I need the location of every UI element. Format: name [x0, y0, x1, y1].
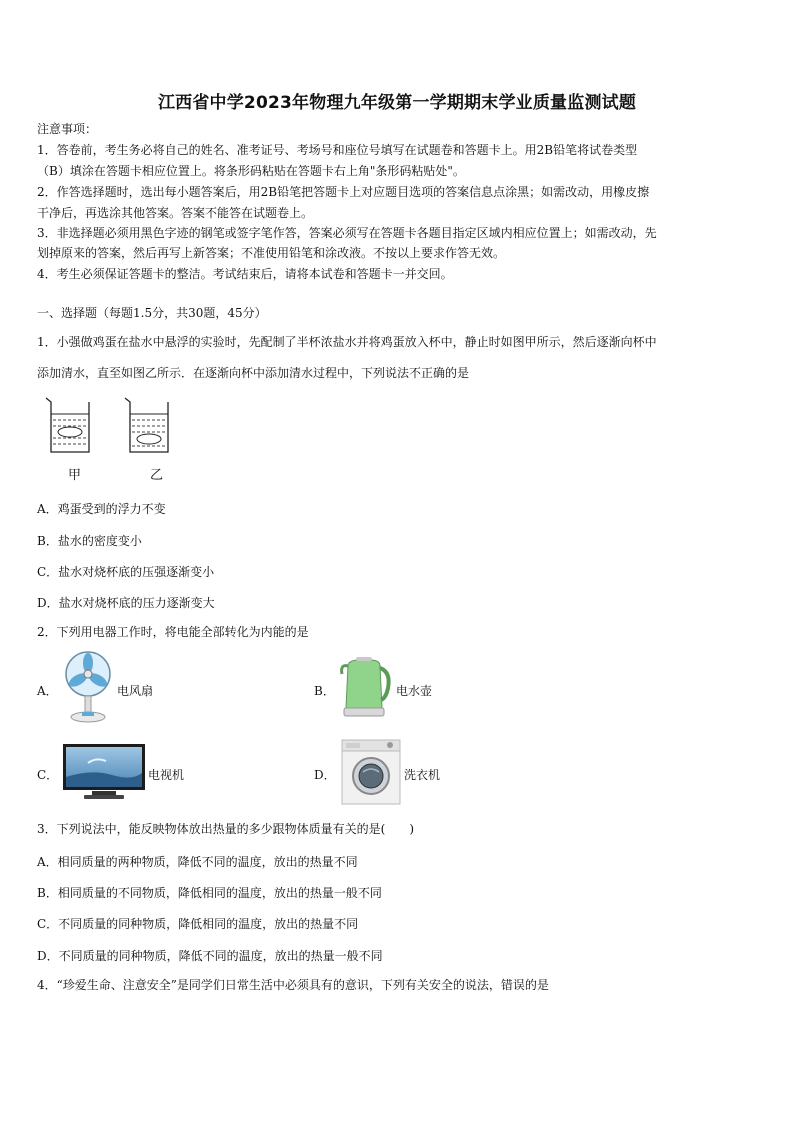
page-title: 江西省中学2023年物理九年级第一学期期末学业质量监测试题 — [157, 93, 637, 113]
option-letter-d: D． — [314, 768, 336, 782]
notes-heading: 注意事项： — [37, 122, 98, 136]
option-label-washing-machine: 洗衣机 — [404, 768, 441, 782]
notes-line: 3．非选择题必须用黑色字迹的钢笔或签字笔作答，答案必须写在答题卡各题目指定区域内相应位置上；如需改动，先 — [37, 226, 657, 240]
question-2-stem: 2．下列用电器工作时，将电能全部转化为内能的是 — [37, 625, 309, 639]
question-3-stem: 3．下列说法中，能反映物体放出热量的多少跟物体质量有关的是( ) — [37, 822, 415, 836]
beaker-figure-jia — [42, 394, 98, 458]
question-1-stem: 1．小强做鸡蛋在盐水中悬浮的实验时，先配制了半杯浓盐水并将鸡蛋放入杯中，静止时如图甲所示，然后逐渐向杯中 — [37, 335, 657, 349]
option-label-television: 电视机 — [148, 768, 185, 782]
option-a: A．鸡蛋受到的浮力不变 — [37, 502, 166, 516]
option-d: D．不同质量的同种物质，降低不同的温度，放出的热量一般不同 — [37, 949, 383, 963]
notes-line: 划掉原来的答案，然后再写上新答案；不准使用铅笔和涂改液。不按以上要求作答无效。 — [37, 246, 506, 260]
option-letter-c: C． — [37, 768, 59, 782]
notes-line: 1．答卷前，考生务必将自己的姓名、准考证号、考场号和座位号填写在试题卷和答题卡上。用2B铅笔将试卷类型 — [37, 143, 638, 157]
option-letter-a: A． — [37, 684, 58, 698]
television-image — [62, 743, 146, 801]
figure-label-jia: 甲 — [68, 468, 82, 483]
option-d: D．盐水对烧杯底的压力逐渐变大 — [37, 596, 215, 610]
beaker-figure-yi — [121, 394, 177, 458]
option-c: C．不同质量的同种物质，降低相同的温度，放出的热量不同 — [37, 917, 359, 931]
option-b: B．相同质量的不同物质，降低相同的温度，放出的热量一般不同 — [37, 886, 382, 900]
notes-line: （B）填涂在答题卡相应位置上。将条形码粘贴在答题卡右上角"条形码粘贴处"。 — [37, 164, 465, 178]
option-label-electric-fan: 电风扇 — [117, 684, 154, 698]
option-c: C．盐水对烧杯底的压强逐渐变小 — [37, 565, 215, 579]
option-b: B．盐水的密度变小 — [37, 534, 142, 548]
notes-line: 4．考生必须保证答题卡的整洁。考试结束后，请将本试卷和答题卡一并交回。 — [37, 267, 453, 281]
electric-kettle-image — [338, 654, 393, 722]
notes-line: 干净后，再选涂其他答案。答案不能答在试题卷上。 — [37, 206, 314, 220]
notes-line: 2．作答选择题时，选出每小题答案后，用2B铅笔把答题卡上对应题目选项的答案信息点涂黑；如需改动，用橡皮擦 — [37, 185, 650, 199]
section-heading: 一、选择题（每题1.5分，共30题，45分） — [37, 306, 267, 320]
option-label-electric-kettle: 电水壶 — [396, 684, 433, 698]
question-4-stem: 4．“珍爱生命、注意安全”是同学们日常生活中必须具有的意识，下列有关安全的说法，错误的是 — [37, 978, 549, 992]
question-1-stem-cont: 添加清水，直至如图乙所示．在逐渐向杯中添加清水过程中，下列说法不正确的是 — [37, 366, 470, 380]
option-letter-b: B． — [314, 684, 335, 698]
option-a: A．相同质量的两种物质，降低不同的温度，放出的热量不同 — [37, 855, 358, 869]
figure-label-yi: 乙 — [150, 468, 164, 483]
washing-machine-image — [340, 738, 402, 806]
electric-fan-image — [60, 650, 116, 725]
